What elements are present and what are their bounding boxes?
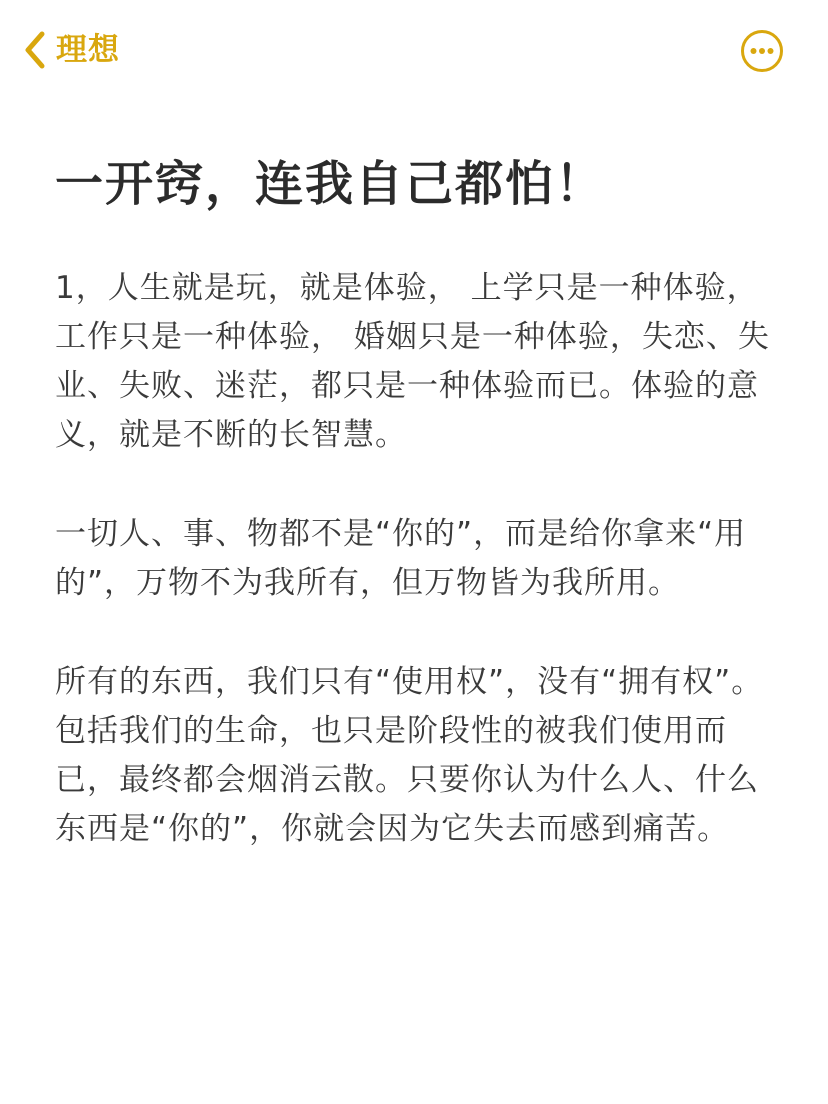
note-paragraph: 1，人生就是玩，就是体验， 上学只是一种体验， 工作只是一种体验， 婚姻只是一种体验，失恋、失业、失败、迷茫，都只是一种体验而已。体验的意义，就是不断的长智慧。: [55, 270, 770, 453]
ellipsis-circle-icon: [740, 29, 784, 73]
navigation-bar: [0, 0, 828, 100]
chevron-left-icon: [20, 28, 50, 72]
back-button-label: 理想: [56, 32, 120, 68]
back-button[interactable]: [20, 26, 120, 74]
note-title[interactable]: 一开窍，连我自己都怕！: [55, 156, 606, 212]
note-paragraph: 所有的东西，我们只有“使用权”，没有“拥有权”。包括我们的生命，也只是阶段性的被我们使用而已，最终都会烟消云散。只要你认为什么人、什么东西是“你的”，你就会因为它失去而感到痛苦。: [55, 664, 764, 847]
note-body[interactable]: [55, 264, 790, 904]
more-options-button[interactable]: [740, 29, 784, 73]
note-paragraph: 一切人、事、物都不是“你的”，而是给你拿来“用的”，万物不为我所有，但万物皆为我所用。: [55, 516, 747, 601]
